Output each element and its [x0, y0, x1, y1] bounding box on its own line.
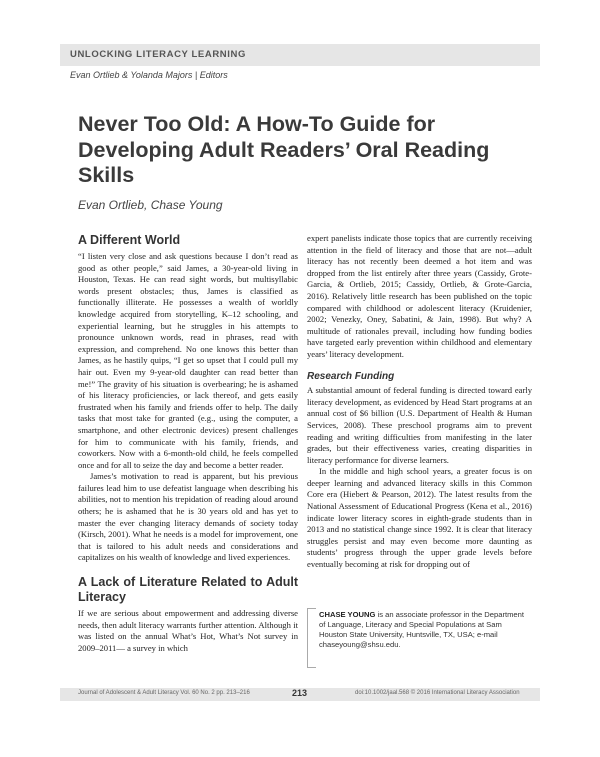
author-bio [307, 608, 532, 668]
paragraph: expert panelists indicate those topics that are currently receiving attention in the field of literacy and those that are not—adult literacy has not recently been deemed a hot item and was dropped from the list entirely after three years (Cassidy, Grote-Garcia, & Ortlieb, 2015; Cassidy, Ortlieb, & Grote-Garcia, 2016). Relatively little research has been published on the topic compared with childhood or adolescent literacy (Kruidenier, 2002; Venezky, Oney, Sabatini, & Jain, 1998). But why? A multitude of rationales prevail, including how funding bodies have targeted early prevention within childhood and elementary years’ literacy development. [307, 233, 532, 359]
section-heading: A Lack of Literature Related to Adult Literacy [78, 575, 298, 605]
editors-line: Evan Ortlieb & Yolanda Majors | Editors [70, 70, 228, 80]
paragraph: In the middle and high school years, a greater focus is on deeper learning and advanced literacy skills in this Common Core era (Hiebert & Pearson, 2012). The latest results from the National Assessment of Educational Progress (Kena et al., 2016) indicate lower literacy scores in eighth-grade students than in 2013 and no statistical change since 1992. It is clear that literacy struggles persist and may even become more daunting as students’ progress through the upper grade levels before eventually becoming at risk for dropping out of [307, 466, 532, 570]
article-authors: Evan Ortlieb, Chase Young [78, 198, 223, 212]
footer-doi: doi:10.1002/jaal.568 © 2016 International Literacy Association [355, 690, 520, 696]
right-column [307, 233, 532, 571]
paragraph: “I listen very close and ask questions because I don’t read as good as other people,” said James, a 30-year-old living in Houston, Texas. He can read sight words, but multisyllabic words present obstacles; thus, James is classified as functionally illiterate. He possesses a wealth of worldly knowledge acquired from storytelling, K–12 schooling, and experiential learning, but he struggles in his attempts to pronounce unknown words, read in phrases, read with expression, and comprehend. No one knows this better than James, as he hastily quips, “I get so upset that I could pull my hair out. Even my 9-year-old daughter can read better than me!” The gravity of his situation is overbearing; he is ashamed of his literacy proficiencies, or lack thereof, and gets easily frustrated when his family and friends offer to help. The daily tasks that most take for granted (e.g., using the computer, a smartphone, and other electronic devices) present challenges for him to communicate with his family, friends, and coworkers. Now with a 6-month-old child, he feels compelled once and for all to seize the day and become a better reader. [78, 251, 298, 470]
paragraph: A substantial amount of federal funding is directed toward early literacy development, as evidenced by Head Start programs at an annual cost of $6 billion (U.S. Department of Health & Human Services, 2008). These preschool programs aim to prevent reading and writing difficulties from manifesting in the later grades, but their effectiveness varies, creating disparities in literacy performance for diverse learners. [307, 385, 532, 465]
bio-text [319, 610, 529, 650]
bio-name: CHASE YOUNG [319, 610, 376, 619]
page-number: 213 [292, 688, 308, 698]
article-title: Never Too Old: A How-To Guide for Developing Adult Readers’ Oral Reading Skills [78, 112, 490, 187]
bio-description: is an associate professor in the Department of Language, Literacy and Special Populations at Sam Houston State University, Huntsville, TX, USA; e-mail chaseyoung@shsu.edu. [319, 610, 524, 649]
subsection-heading: Research Funding [307, 370, 395, 382]
bio-bracket [307, 608, 316, 668]
paragraph: If we are serious about empowerment and addressing diverse needs, then adult literacy warrants further attention. Although it was listed on the annual What’s Hot, What’s Not survey in 2009–2011— a survey in which [78, 608, 298, 653]
footer-journal: Journal of Adolescent & Adult Literacy Vol. 60 No. 2 pp. 213–216 [78, 690, 250, 696]
section-heading: A Different World [78, 233, 181, 247]
left-column [78, 231, 298, 654]
series-label: UNLOCKING LITERACY LEARNING [70, 49, 246, 60]
paragraph: James’s motivation to read is apparent, but his previous failures lead him to use defeatist language when describing his abilities, not to mention his trepidation of reading aloud around others; he is ashamed that he is 30 years old and has yet to master the ever changing literacy demands of society today (Kirsch, 2001). What he needs is a model for improvement, one that is tailored to his adult needs and considerations and capitalizes on his wealth of knowledge and lived experiences. [78, 471, 298, 563]
